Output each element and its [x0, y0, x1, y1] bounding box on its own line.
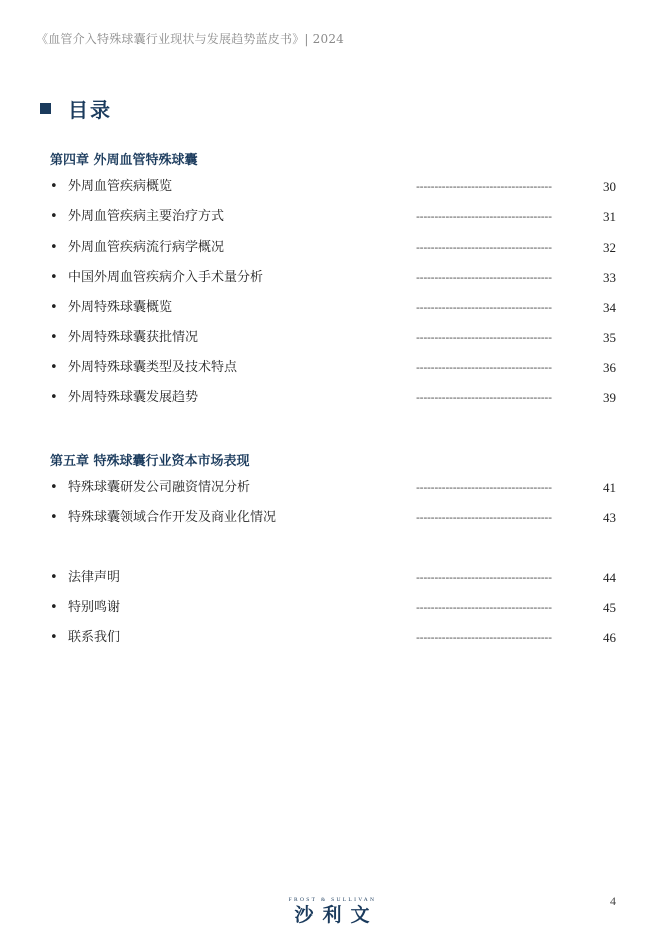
bullet-icon: •	[50, 179, 58, 194]
toc-entry[interactable]	[0, 207, 665, 227]
bullet-icon: •	[50, 390, 58, 405]
page-number: 4	[610, 894, 616, 908]
toc-entry[interactable]	[0, 238, 665, 258]
bullet-icon: •	[50, 240, 58, 255]
toc-entry-label: 外周血管疾病流行病学概况	[68, 240, 225, 255]
toc-entry-label: 中国外周血管疾病介入手术量分析	[68, 270, 264, 285]
toc-entry-label: 外周特殊球囊概览	[68, 300, 173, 315]
toc-entry-label: 外周血管疾病概览	[68, 179, 173, 194]
toc-entry-page: 46	[603, 630, 616, 645]
bullet-icon: •	[50, 630, 58, 645]
bullet-icon: •	[50, 570, 58, 585]
toc-leader: -------------------------------------	[416, 210, 552, 223]
toc-entry-page: 41	[603, 480, 616, 495]
bullet-icon: •	[50, 270, 58, 285]
brand-chinese: 沙利文	[294, 904, 379, 926]
toc-entry[interactable]	[0, 598, 665, 618]
toc-entry-label: 外周特殊球囊获批情况	[68, 330, 199, 345]
toc-entry-label: 法律声明	[68, 570, 121, 585]
toc-entry-page: 33	[603, 270, 616, 285]
toc-entry-page: 34	[603, 300, 616, 315]
toc-entry[interactable]	[0, 177, 665, 197]
toc-leader: -------------------------------------	[416, 481, 552, 494]
toc-entry[interactable]	[0, 478, 665, 498]
toc-entry-page: 32	[603, 240, 616, 255]
running-header: 《血管介入特殊球囊行业现状与发展趋势蓝皮书》| 2024	[36, 32, 344, 46]
toc-entry-label: 外周血管疾病主要治疗方式	[68, 209, 225, 224]
square-bullet-icon	[40, 103, 51, 114]
toc-entry-page: 36	[603, 360, 616, 375]
chapter-4-title: 第四章 外周血管特殊球囊	[50, 153, 198, 168]
bullet-icon: •	[50, 330, 58, 345]
toc-entry[interactable]	[0, 268, 665, 288]
toc-entry[interactable]	[0, 328, 665, 348]
toc-leader: -------------------------------------	[416, 391, 552, 404]
toc-heading	[40, 96, 112, 120]
toc-leader: -------------------------------------	[416, 301, 552, 314]
toc-entry-page: 31	[603, 209, 616, 224]
toc-entry-page: 45	[603, 600, 616, 615]
toc-leader: -------------------------------------	[416, 331, 552, 344]
bullet-icon: •	[50, 300, 58, 315]
toc-entry-page: 35	[603, 330, 616, 345]
toc-entry-label: 特殊球囊研发公司融资情况分析	[68, 480, 251, 495]
bullet-icon: •	[50, 600, 58, 615]
toc-entry-label: 特别鸣谢	[68, 600, 121, 615]
toc-entry-label: 特殊球囊领域合作开发及商业化情况	[68, 510, 277, 525]
toc-leader: -------------------------------------	[416, 571, 552, 584]
frost-sullivan-logo	[0, 896, 665, 926]
toc-entry[interactable]	[0, 388, 665, 408]
toc-leader: -------------------------------------	[416, 180, 552, 193]
toc-entry[interactable]	[0, 358, 665, 378]
toc-entry-page: 30	[603, 179, 616, 194]
toc-leader: -------------------------------------	[416, 601, 552, 614]
toc-leader: -------------------------------------	[416, 511, 552, 524]
toc-entry-label: 联系我们	[68, 630, 121, 645]
toc-entry[interactable]	[0, 298, 665, 318]
toc-entry[interactable]	[0, 508, 665, 528]
bullet-icon: •	[50, 209, 58, 224]
toc-leader: -------------------------------------	[416, 631, 552, 644]
toc-entry[interactable]	[0, 628, 665, 648]
chapter-5-title: 第五章 特殊球囊行业资本市场表现	[50, 454, 250, 469]
toc-entry-page: 43	[603, 510, 616, 525]
toc-title: 目录	[68, 97, 112, 122]
toc-leader: -------------------------------------	[416, 361, 552, 374]
bullet-icon: •	[50, 480, 58, 495]
bullet-icon: •	[50, 510, 58, 525]
brand-english: FROST & SULLIVAN	[288, 897, 377, 903]
toc-leader: -------------------------------------	[416, 271, 552, 284]
toc-entry[interactable]	[0, 568, 665, 588]
toc-entry-label: 外周特殊球囊发展趋势	[68, 390, 199, 405]
toc-entry-page: 44	[603, 570, 616, 585]
bullet-icon: •	[50, 360, 58, 375]
toc-entry-page: 39	[603, 390, 616, 405]
toc-leader: -------------------------------------	[416, 241, 552, 254]
toc-entry-label: 外周特殊球囊类型及技术特点	[68, 360, 238, 375]
